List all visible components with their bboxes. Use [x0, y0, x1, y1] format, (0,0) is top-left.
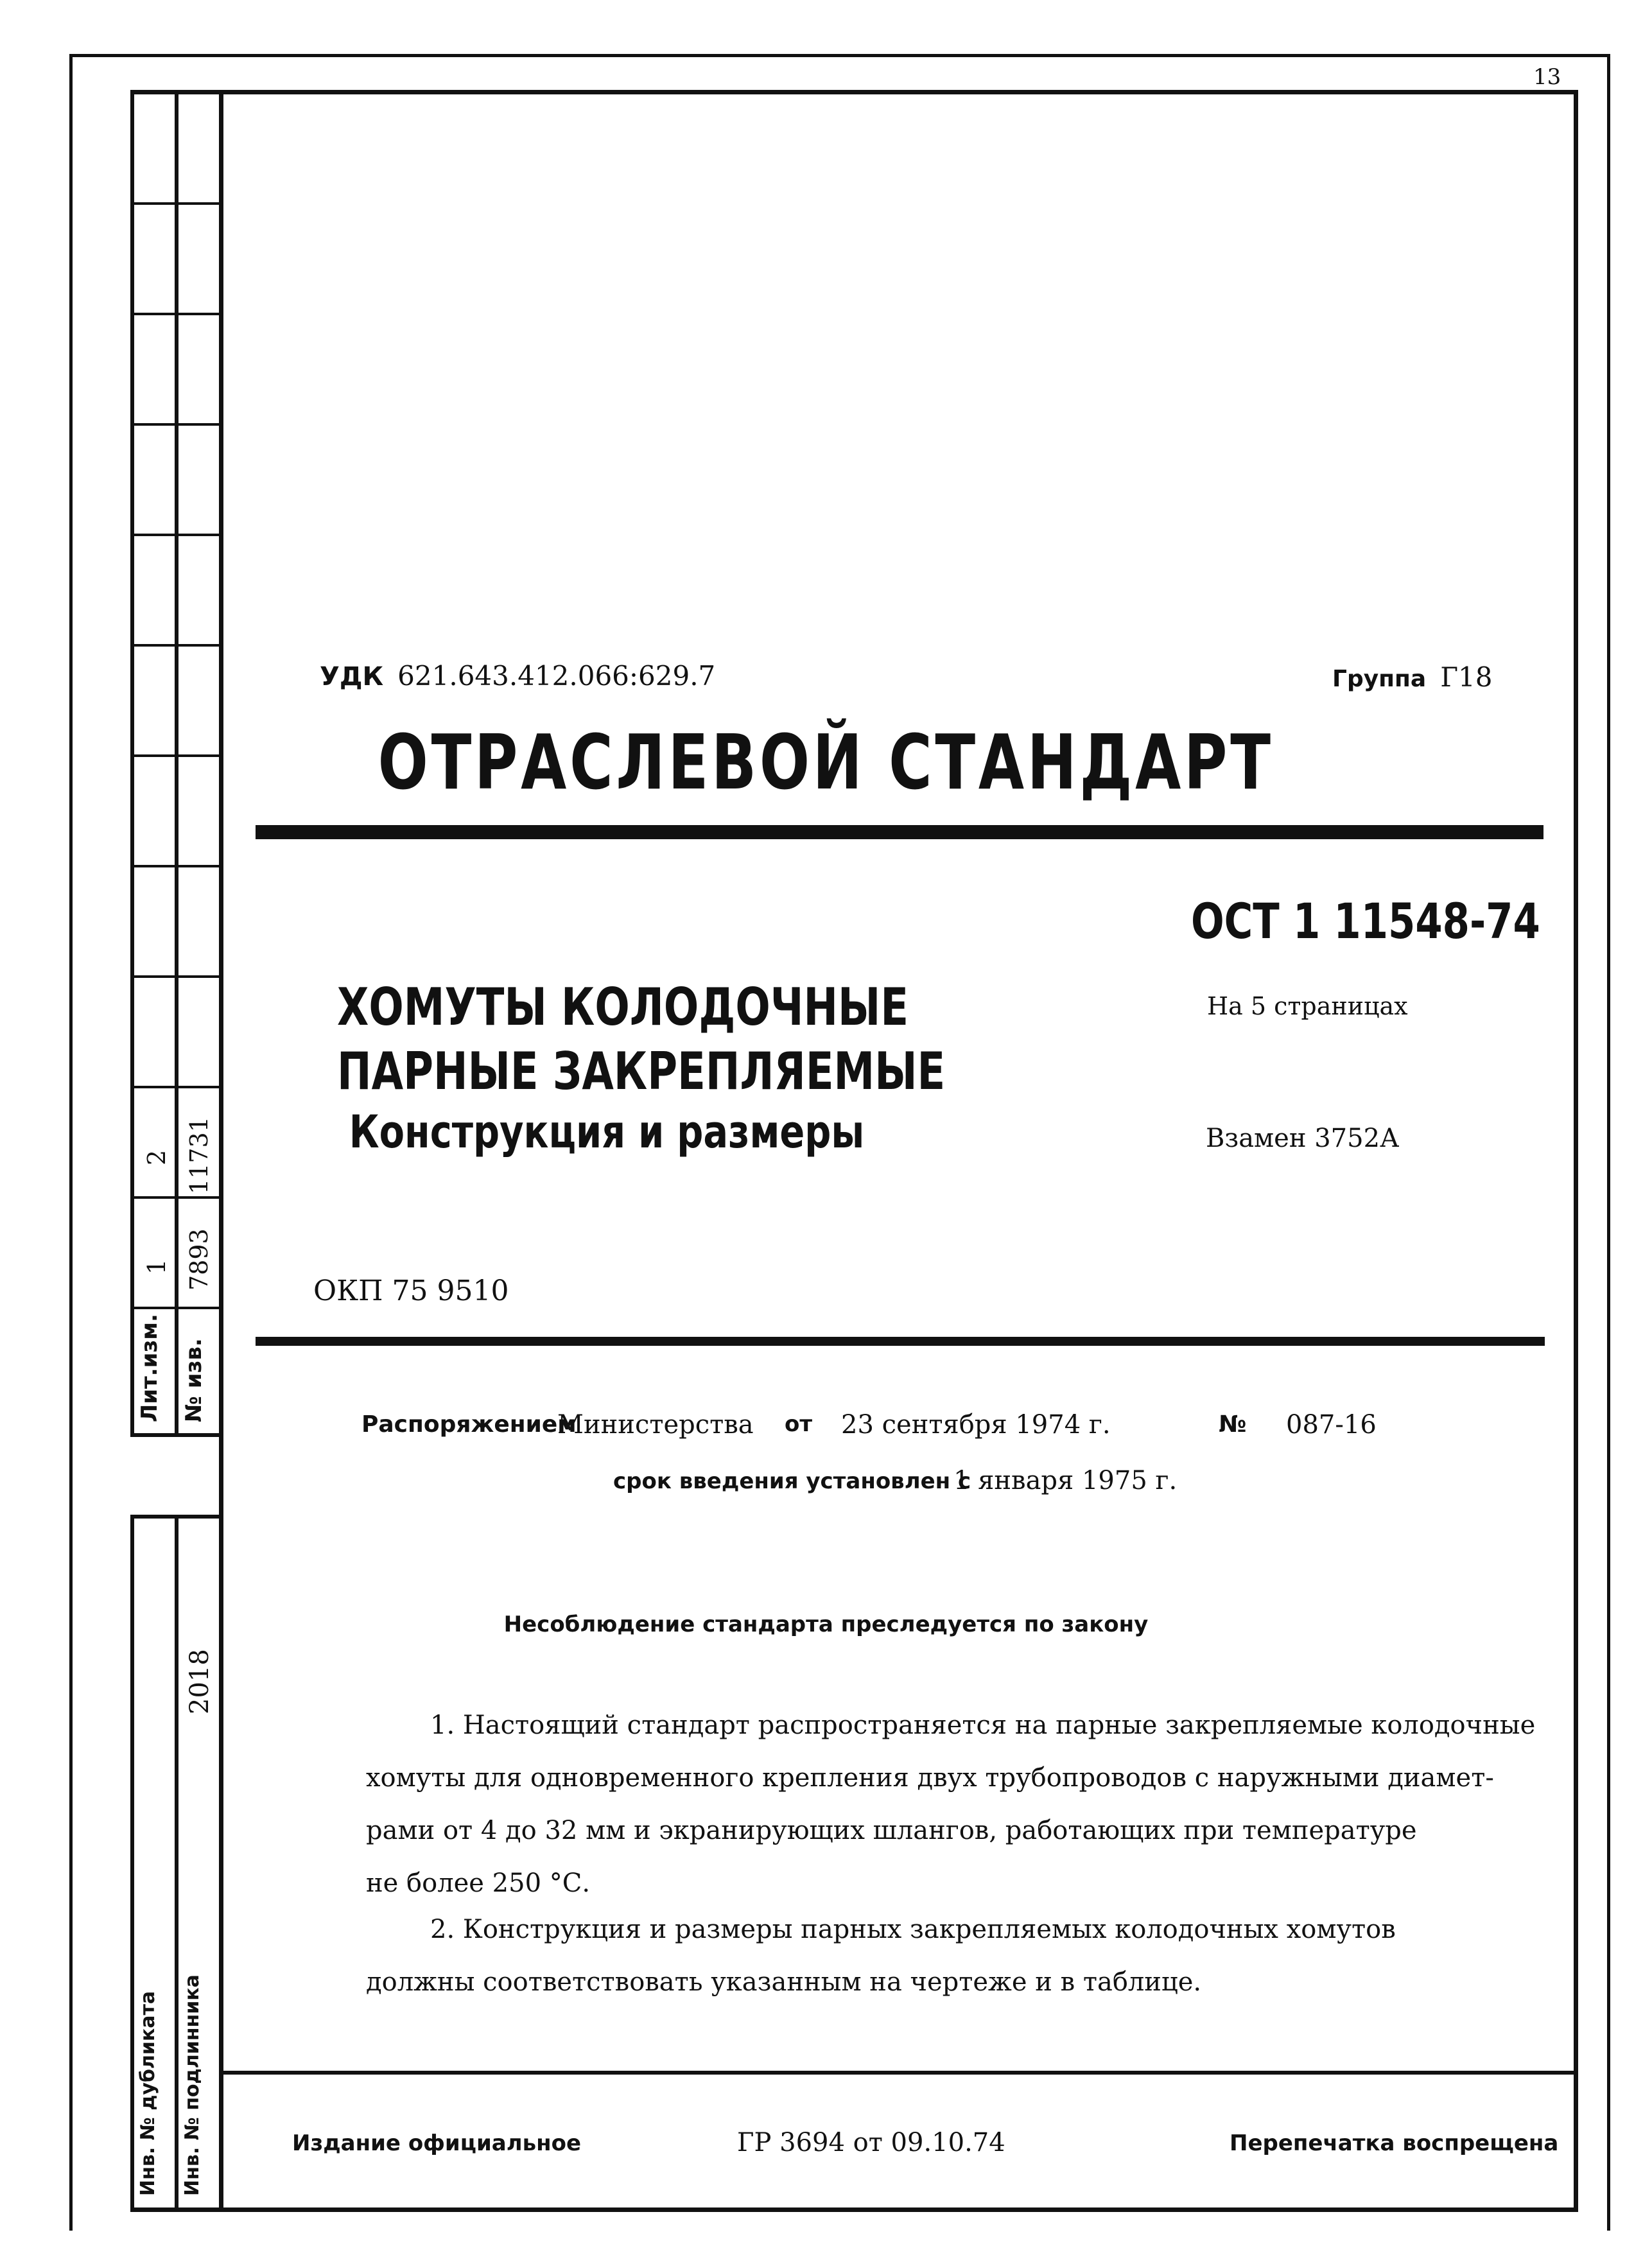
paragraph-1	[366, 1699, 1535, 1910]
order-number-label: №	[1219, 1411, 1247, 1438]
header-rule	[256, 825, 1543, 839]
okp-code: ОКП 75 9510	[313, 1275, 509, 1307]
udk-label: УДК	[320, 662, 384, 692]
stamp-col2-bottom: 11731	[185, 1117, 213, 1194]
okp-rule	[256, 1337, 1545, 1346]
inner-frame-right	[1574, 90, 1578, 2212]
page-number: 13	[1533, 64, 1561, 90]
product-title-line2: ПАРНЫЕ ЗАКРЕПЛЯЕМЫЕ	[337, 1041, 946, 1101]
inner-frame-bottom	[130, 2207, 1578, 2212]
paragraph-2	[366, 1903, 1396, 2008]
stamp-col1-top: 1	[143, 1258, 171, 1275]
order-ministry: Министерства	[557, 1410, 754, 1440]
stamp-row-divider	[130, 534, 223, 536]
stamp-label-inv-dublikata: Инв. № дубликата	[137, 1990, 159, 2196]
udk-line	[320, 660, 715, 692]
stamp-row-divider	[130, 975, 223, 978]
stamp-row-divider	[130, 1196, 223, 1199]
paragraph-2-line: 2. Конструкция и размеры парных закрепляемых колодочных хомутов	[430, 1915, 1396, 1944]
stamp-row-divider	[130, 1307, 223, 1309]
stamp-row-divider	[130, 644, 223, 647]
footer-divider	[219, 2071, 1578, 2075]
stamp-row-divider	[130, 202, 223, 205]
inner-frame-left	[219, 90, 223, 2212]
legal-warning: Несоблюдение стандарта преследуется по закону	[503, 1612, 1149, 1637]
inner-frame-top	[130, 90, 1578, 94]
group-value: Г18	[1440, 661, 1493, 693]
standard-code: ОСТ 1 11548-74	[1191, 893, 1540, 950]
product-subtitle: Конструкция и размеры	[349, 1106, 865, 1158]
paragraph-1-line: 1. Настоящий стандарт распространяется на парные закрепляемые колодочные	[430, 1711, 1536, 1740]
paragraph-1-line: хомуты для одновременного крепления двух трубопроводов с наружными диамет-	[366, 1763, 1494, 1793]
stamp-upper-col-mid	[175, 90, 178, 1437]
pages-note: На 5 страницах	[1207, 992, 1408, 1020]
stamp-label-lit-izm: Лит.изм.	[137, 1314, 162, 1422]
stamp-inv-value: 2018	[185, 1649, 214, 1714]
outer-frame-right	[1607, 54, 1610, 2231]
footer-registration: ГР 3694 от 09.10.74	[737, 2128, 1005, 2157]
replaces-note: Взамен 3752А	[1206, 1124, 1400, 1153]
stamp-row-divider	[130, 423, 223, 426]
paragraph-1-line: рами от 4 до 32 мм и экранирующих шлангов, работающих при температуре	[366, 1816, 1417, 1845]
group-label: Группа	[1332, 666, 1427, 692]
stamp-col2-top: 2	[143, 1149, 171, 1165]
paragraph-2-line: должны соответствовать указанным на чертеже и в таблице.	[366, 1967, 1202, 1997]
footer-official-edition: Издание официальное	[292, 2130, 582, 2156]
effective-label: срок введения установлен с	[613, 1468, 971, 1494]
order-date: 23 сентября 1974 г.	[841, 1410, 1111, 1440]
stamp-row-divider	[130, 313, 223, 315]
stamp-row-divider	[130, 865, 223, 867]
stamp-row-divider	[130, 1086, 223, 1088]
stamp-upper-bottom	[130, 1433, 223, 1437]
product-title-line1: ХОМУТЫ КОЛОДОЧНЫЕ	[337, 977, 909, 1037]
order-from-label: от	[785, 1411, 813, 1437]
outer-frame-top	[69, 54, 1610, 57]
order-label: Распоряжением	[361, 1411, 577, 1438]
stamp-col1-bottom: 7893	[185, 1228, 213, 1291]
stamp-label-inv-podlinnika: Инв. № подлинника	[181, 1974, 204, 2196]
group-line	[1332, 661, 1492, 693]
effective-date: 1 января 1975 г.	[953, 1466, 1178, 1495]
stamp-upper-col-left	[130, 90, 134, 1437]
stamp-label-izv: № изв.	[181, 1338, 207, 1422]
outer-frame-left	[69, 54, 73, 2231]
header-title: ОТРАСЛЕВОЙ СТАНДАРТ	[378, 718, 1274, 806]
udk-value: 621.643.412.066:629.7	[397, 660, 716, 692]
footer-reprint-prohibited: Перепечатка воспрещена	[1230, 2130, 1559, 2156]
order-number: 087-16	[1286, 1410, 1377, 1440]
paragraph-1-line: не более 250 °С.	[366, 1868, 591, 1898]
